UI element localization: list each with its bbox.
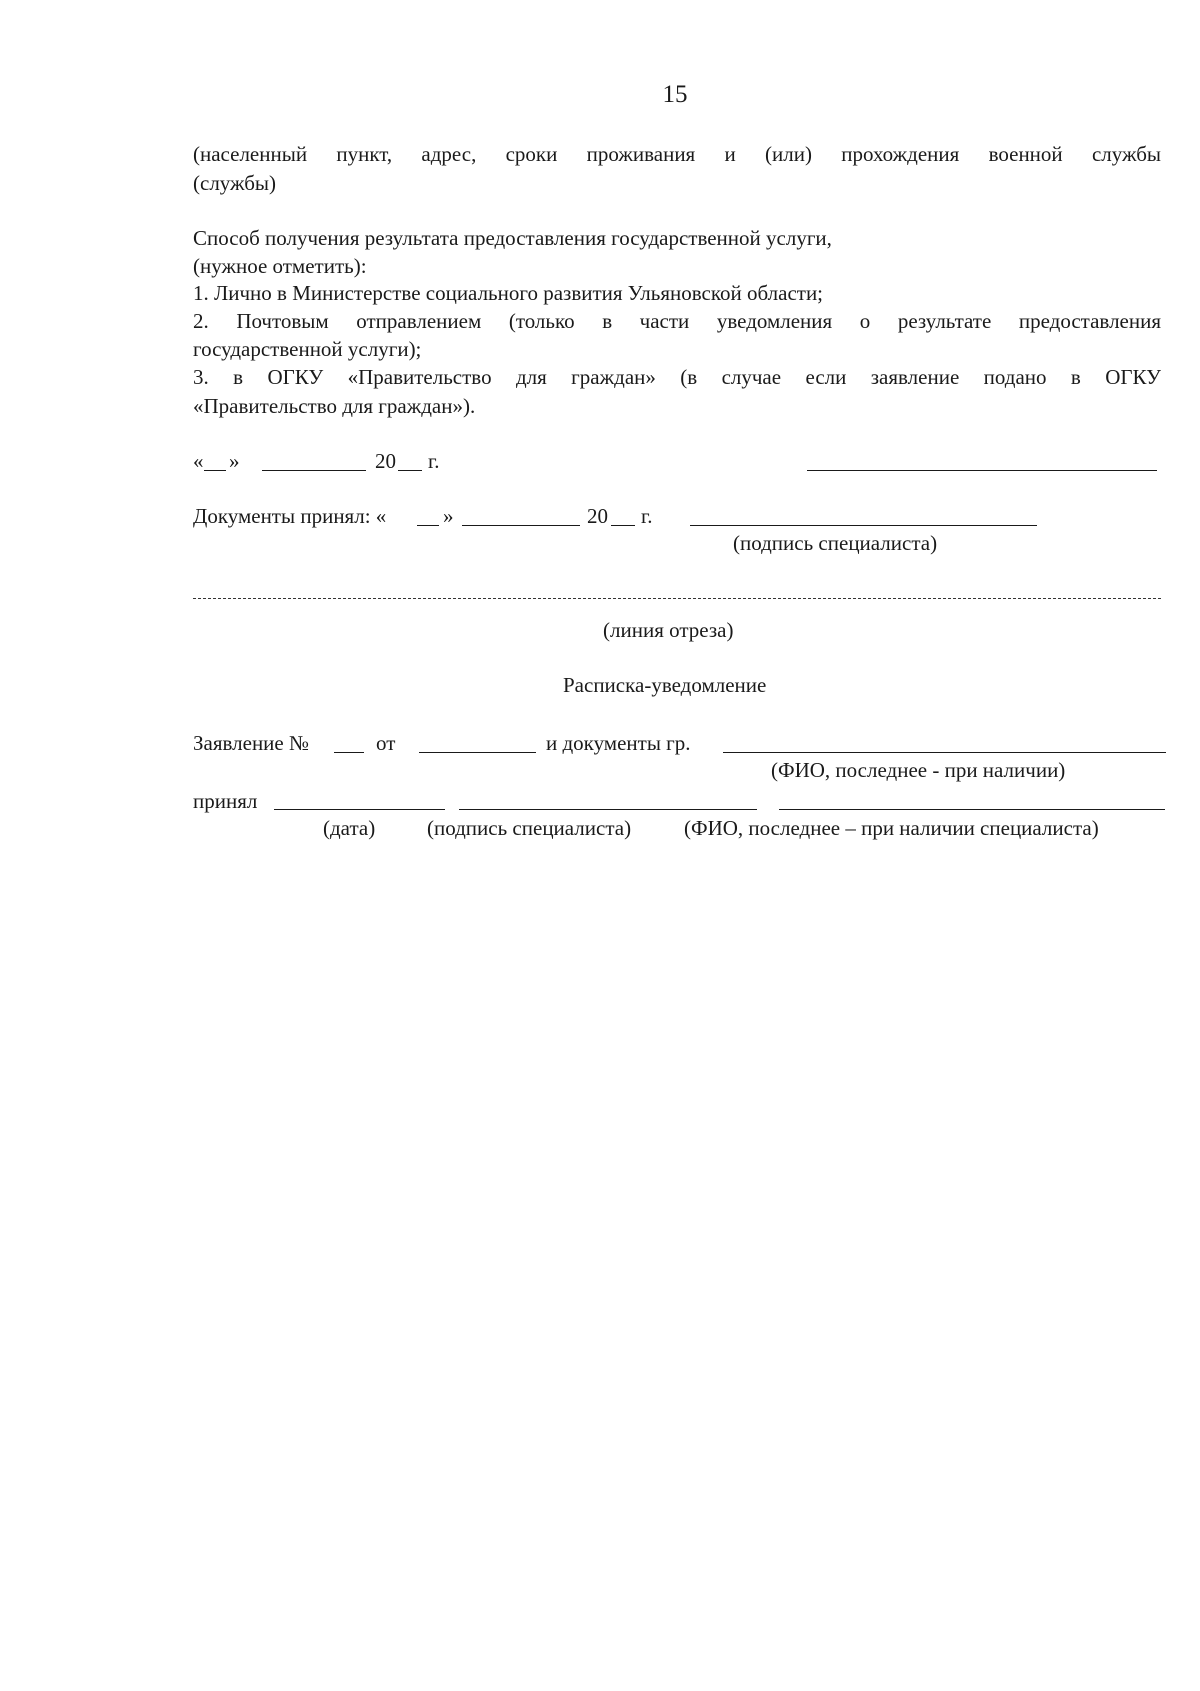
accepted-year-prefix: 20 [587,504,608,528]
citizen-fio-caption: (ФИО, последнее - при наличии) [771,758,1066,782]
delivery-option-2-line2: государственной услуги); [193,337,422,361]
accepted-year-suffix: г. [641,504,653,528]
statement-from-label: от [376,731,396,755]
statement-label: Заявление № [193,731,310,755]
documents-label: и документы гр. [546,731,691,755]
accepted-close-quote: » [443,504,454,528]
cut-line [193,598,1161,599]
date-year-field[interactable] [398,470,422,471]
accepted-month-field[interactable] [462,525,580,526]
statement-date-field[interactable] [419,752,536,753]
residence-caption-line1: (населенный пункт, адрес, сроки проживания и (или) прохождения военной службы [193,142,1161,166]
statement-number-field[interactable] [334,752,364,753]
receipt-title: Расписка-уведомление [563,673,767,697]
delivery-heading: Способ получения результата предоставления государственной услуги, [193,226,832,250]
delivery-option-2-line1: 2. Почтовым отправлением (только в части уведомления о результате предоставления [193,309,1161,333]
date-month-field[interactable] [262,470,366,471]
specialist-signature-caption: (подпись специалиста) [733,531,938,555]
applicant-signature-field[interactable] [807,470,1157,471]
receipt-signature-field[interactable] [459,809,757,810]
receipt-accepted-label: принял [193,789,258,813]
date-year-suffix: г. [428,449,440,473]
delivery-option-1: 1. Лично в Министерстве социального развития Ульяновской области; [193,281,824,305]
date-close-quote: » [229,449,240,473]
accepted-day-field[interactable] [417,525,439,526]
receipt-specialist-fio-caption: (ФИО, последнее – при наличии специалиста) [684,816,1099,840]
receipt-date-field[interactable] [274,809,445,810]
accepted-label: Документы принял: « [193,504,387,528]
citizen-fio-field[interactable] [723,752,1166,753]
date-open-quote: « [193,449,204,473]
delivery-option-3-line1: 3. в ОГКУ «Правительство для граждан» (в случае если заявление подано в ОГКУ [193,365,1161,389]
receipt-date-caption: (дата) [323,816,376,840]
cut-line-caption: (линия отреза) [603,618,734,642]
receipt-signature-caption: (подпись специалиста) [427,816,632,840]
delivery-option-3-line2: «Правительство для граждан»). [193,394,476,418]
date-day-field[interactable] [204,470,226,471]
receipt-specialist-fio-field[interactable] [779,809,1165,810]
date-year-prefix: 20 [375,449,396,473]
delivery-note: (нужное отметить): [193,254,367,278]
accepted-year-field[interactable] [611,525,635,526]
specialist-signature-field[interactable] [690,525,1037,526]
residence-caption-line2: (службы) [193,171,277,195]
page-number: 15 [662,81,688,108]
